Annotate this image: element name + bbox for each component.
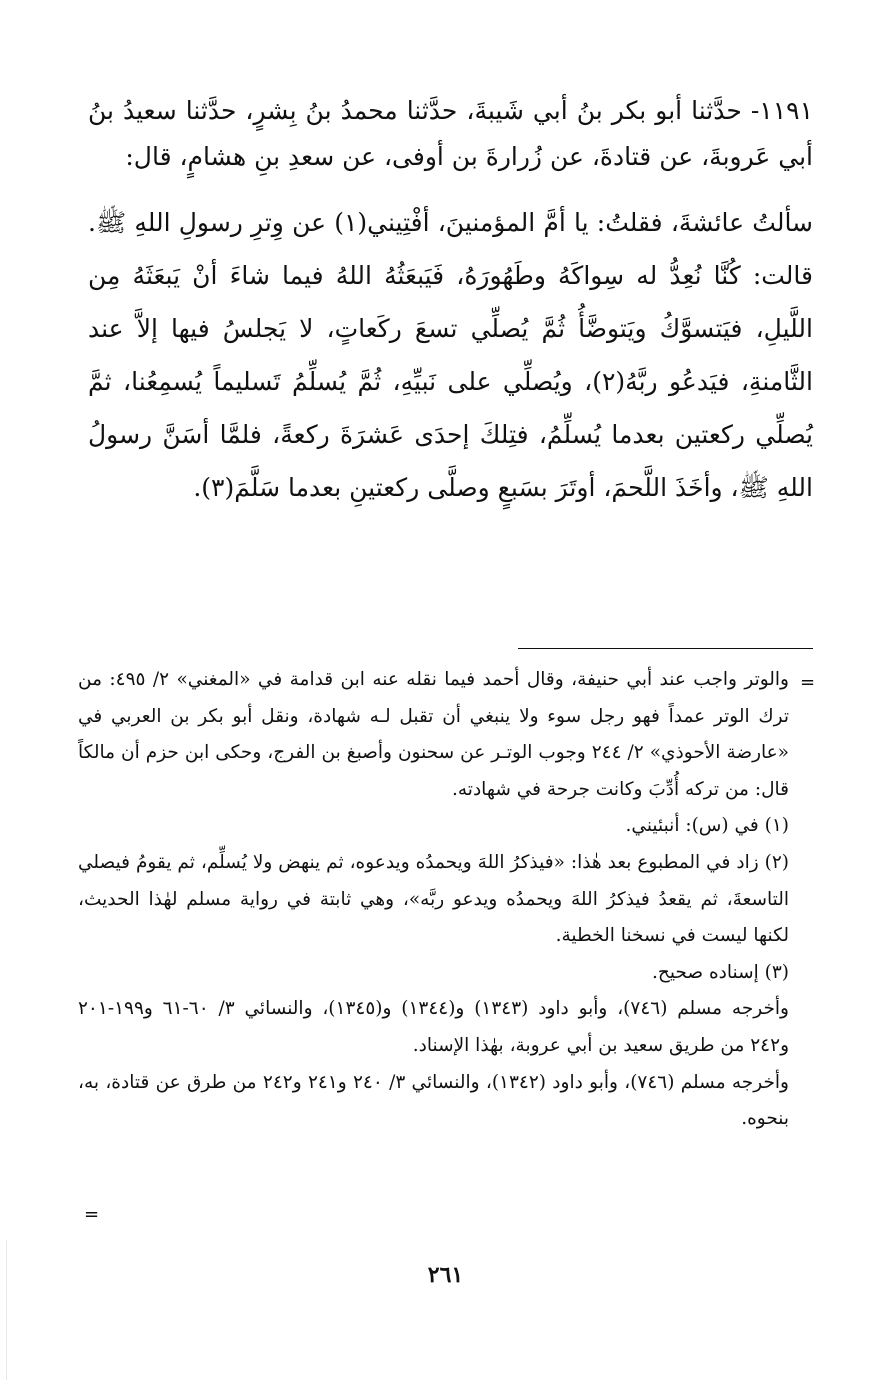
footnote-3-paragraph-2: وأخرجه مسلم (٧٤٦)، وأبو داود (١٣٤٢)، والنسائي ٣/ ٢٤٠ و٢٤١ و٢٤٢ من طرق عن قتادة، به، بنحوه. — [78, 1071, 789, 1130]
footnote-3-title: (٣) إسناده صحيح. — [652, 961, 789, 983]
footnote-continuation-mark: = — [800, 672, 816, 693]
page-number: ٢٦١ — [427, 1262, 464, 1288]
footnotes — [78, 662, 816, 1138]
hadith-matn: سألتُ عائشةَ، فقلتُ: يا أمَّ المؤمنينَ، أفْتِيني(١) عن وِترِ رسولِ اللهِ ﷺ. قالت: كُنَّا نُعِدُّ له سِواكَهُ وطَهُورَهُ، فَيَبعَثُهُ اللهُ فيما شاءَ أنْ يَبعَثَهُ مِن اللَّيلِ، فيَتسوَّكُ ويَتوضَّأُ ثُمَّ يُصلِّي تسعَ ركَعاتٍ، لا يَجلسُ فيها إلاَّ عند الثَّامنةِ، فيَدعُو ربَّهُ(٢)، ويُصلِّي على نَبيِّهِ، ثُمَّ يُسلِّمُ تَسليماً يُسمِعُنا، ثمَّ يُصلِّي ركعتين بعدما يُسلِّمُ، فتِلكَ إحدَى عَشرَةَ ركعةً، فلمَّا أسَنَّ رسولُ اللهِ ﷺ، وأخَذَ اللَّحمَ، أوتَرَ بسَبعٍ وصلَّى ركعتينِ بعدما سَلَّمَ(٣). — [88, 208, 814, 502]
footnote-2: (٢) زاد في المطبوع بعد هٰذا: «فيذكرُ اللهَ ويحمدُه ويدعوه، ثم ينهض ولا يُسلِّم، ثم يقومُ فيصلي التاسعةَ، ثم يقعدُ فيذكرُ اللهَ ويحمدُه ويدعو ربَّه»، وهي ثابتة في رواية مسلم لهٰذا الحديث، لكنها ليست في نسخنا الخطية. — [78, 851, 789, 947]
footnote-1: (١) في (س): أنبئيني. — [625, 815, 789, 837]
footnote-continuation: والوتر واجب عند أبي حنيفة، وقال أحمد فيما نقله عنه ابن قدامة في «المغني» ٢/ ٤٩٥: من ترك الوتر عمداً فهو رجل سوء ولا ينبغي أن تقبل لـه شهادة، ونقل أبو بكر بن العربي في «عارضة الأحوذي» ٢/ ٢٤٤ وجوب الوتـر عن سحنون وأصبغ بن الفرج، وحكى ابن حزم أن مالكاً قال: من تركه أُدِّبَ وكانت جرحة في شهادته. — [78, 669, 789, 800]
footnote-separator — [518, 648, 813, 649]
footnote-end-mark: = — [84, 1204, 100, 1225]
hadith-isnad: ١١٩١- حدَّثنا أبو بكر بنُ أبي شَيبةَ، حدَّثنا محمدُ بنُ بِشرٍ، حدَّثنا سعيدُ بنُ أبي عَروبةَ، عن قتادةَ، عن زُرارةَ بن أوفى، عن سعدِ بنِ هشامٍ، قال: — [88, 96, 813, 171]
hadith-text — [88, 88, 813, 514]
scan-edge-line — [6, 1240, 7, 1380]
footnote-3-paragraph-1: وأخرجه مسلم (٧٤٦)، وأبو داود (١٣٤٣) و(١٣٤٤) و(١٣٤٥)، والنسائي ٣/ ٦٠-٦١ و١٩٩-٢٠١ و٢٤٢ من طريق سعيد بن أبي عروبة، بهٰذا الإسناد. — [78, 998, 789, 1056]
